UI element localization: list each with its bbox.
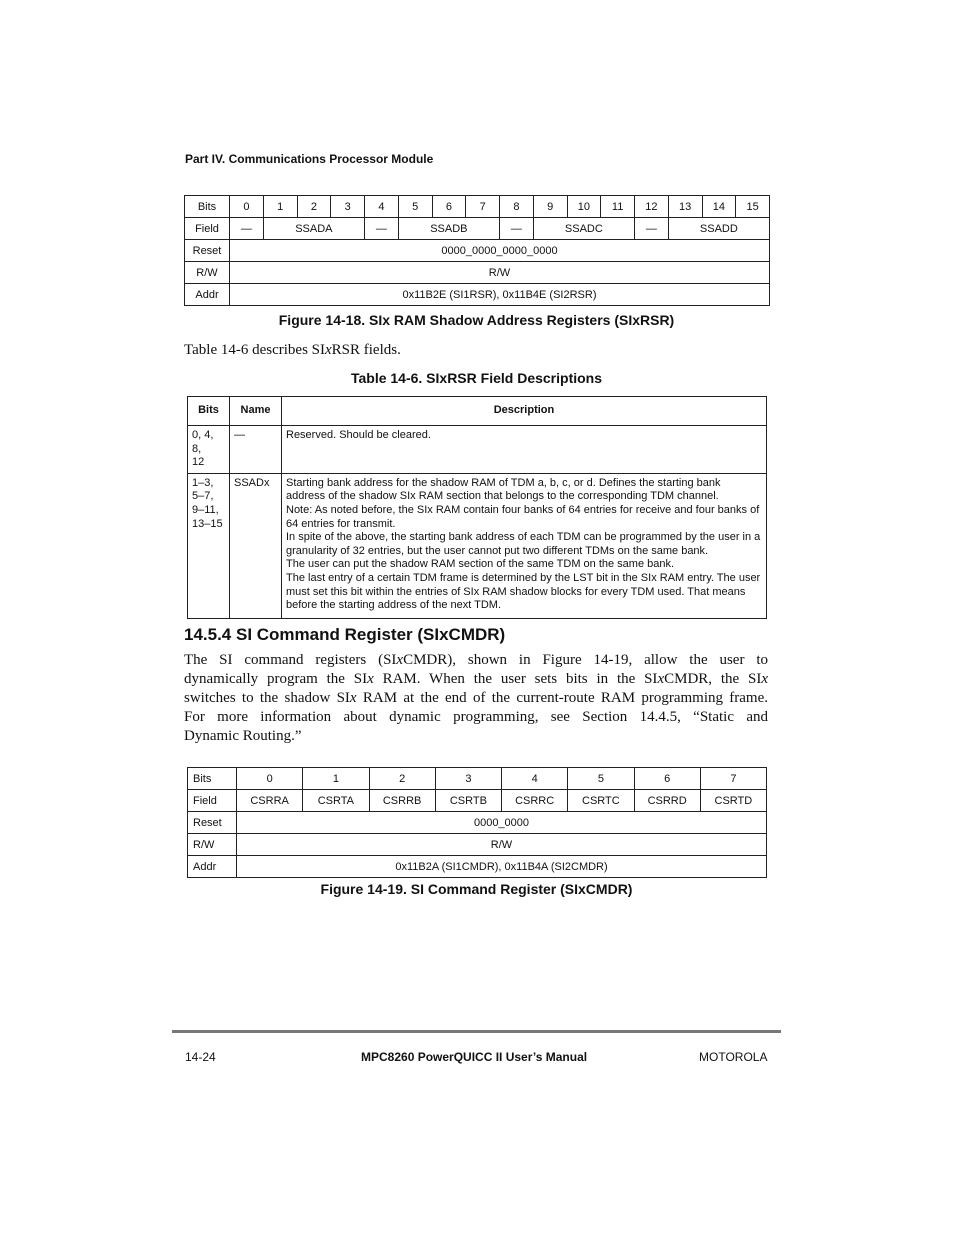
bit-cell: 5 [568,768,634,790]
text-run: RAM at the end of the current-route RAM programming frame. [356,689,768,706]
column-header: Name [230,397,282,426]
bits-cell: 0, 4, 8, 12 [188,426,230,474]
reset-value: 0000_0000 [237,812,767,834]
field-cell: — [365,218,399,240]
addr-row [188,856,767,878]
bit-cell: 1 [303,768,369,790]
bits-label: Bits [185,196,230,218]
reset-label: Reset [188,812,237,834]
reset-row [188,812,767,834]
column-header: Description [282,397,767,426]
italic-run: x [657,670,665,687]
field-cell: CSRRA [237,790,303,812]
running-header: Part IV. Communications Processor Module [185,152,434,166]
bit-cell: 6 [432,196,466,218]
field-row [185,218,770,240]
description-cell: Reserved. Should be cleared. [282,426,767,474]
figure-caption: Figure 14-19. SI Command Register (SIxCMDR) [320,881,633,897]
field-description-table [187,396,767,619]
addr-label: Addr [188,856,237,878]
reset-label: Reset [185,240,230,262]
bit-cell: 4 [365,196,399,218]
table-header-row [188,397,767,426]
addr-value: 0x11B2E (SI1RSR), 0x11B4E (SI2RSR) [230,284,770,306]
text-run: dynamically program the SI [184,670,368,687]
bit-cell: 11 [601,196,635,218]
rw-value: R/W [237,834,767,856]
intro-text: RSR fields. [331,342,401,358]
paragraph-line: For more information about dynamic programming, see Section 14.4.5, “Static and [184,708,768,725]
bit-cell: 1 [263,196,297,218]
paragraph-line [184,670,768,689]
page-number: 14-24 [185,1050,216,1064]
sixrsr-register-diagram [184,195,770,306]
field-cell: CSRTA [303,790,369,812]
field-cell: — [230,218,264,240]
body-paragraph [184,651,768,746]
manual-title: MPC8260 PowerQUICC II User’s Manual [361,1050,588,1064]
bit-cell: 7 [466,196,500,218]
field-cell: SSADD [668,218,769,240]
addr-value: 0x11B2A (SI1CMDR), 0x11B4A (SI2CMDR) [237,856,767,878]
field-cell: CSRRC [502,790,568,812]
description-cell: Starting bank address for the shadow RAM of TDM a, b, c, or d. Defines the starting bank address of the shadow SIx RAM section that belongs to the corresponding TDM channel. Note: As noted before, the SIx RAM contain four banks of 64 entries for receive and four banks of 64 entries for transmit. In spite of the above, the starting bank address of each TDM can be programmed by the user in a granularity of 32 entries, but the user cannot put two different TDMs on the same bank. The user can put the shadow RAM section of the same TDM on the same bank. The last entry of a certain TDM frame is determined by the LST bit in the SIx RAM entry. The user must set this bit within the entries of SIx RAM shadow blocks for every TDM used. That means before the starting address of the next TDM. [282,473,767,618]
field-cell: SSADA [263,218,364,240]
bit-cell: 10 [567,196,601,218]
field-row [188,790,767,812]
reset-value: 0000_0000_0000_0000 [230,240,770,262]
bit-cell: 3 [331,196,365,218]
field-label: Field [185,218,230,240]
bits-row [185,196,770,218]
addr-row [185,284,770,306]
bits-label: Bits [188,768,237,790]
text-run: RAM. When the user sets bits in the SI [373,670,658,687]
name-cell: — [230,426,282,474]
footer-rule [172,1030,781,1033]
rw-label: R/W [185,262,230,284]
company-name: MOTOROLA [699,1050,768,1064]
field-cell: CSRRB [369,790,435,812]
bit-cell: 0 [230,196,264,218]
figure-caption: Figure 14-18. SIx RAM Shadow Address Registers (SIxRSR) [278,312,675,328]
paragraph-line [184,651,768,670]
rw-row [185,262,770,284]
field-cell: CSRTC [568,790,634,812]
text-run: CMDR, the SI [664,670,762,687]
bit-cell: 13 [668,196,702,218]
sixcmdr-register-diagram [187,767,767,878]
bit-cell: 2 [369,768,435,790]
bits-row [188,768,767,790]
column-header: Bits [188,397,230,426]
field-cell: — [500,218,534,240]
paragraph-line: Dynamic Routing.” [184,727,302,744]
field-cell: SSADB [398,218,499,240]
rw-label: R/W [188,834,237,856]
intro-sentence [184,342,401,359]
table-row [188,426,767,474]
paragraph-line [184,689,768,708]
field-cell: CSRTB [435,790,501,812]
bit-cell: 6 [634,768,700,790]
intro-italic: x [325,342,332,358]
italic-run: x [396,652,404,668]
reset-row [185,240,770,262]
italic-run: x [349,689,357,706]
italic-run: x [367,670,374,687]
table-caption: Table 14-6. SIxRSR Field Descriptions [350,370,603,386]
italic-run: x [761,670,769,687]
bit-cell: 3 [435,768,501,790]
bit-cell: 14 [702,196,736,218]
bit-cell: 9 [533,196,567,218]
rw-row [188,834,767,856]
text-run: CMDR), shown in Figure 14-19, allow the user to [403,652,768,668]
field-cell: SSADC [533,218,634,240]
field-cell: CSRRD [634,790,700,812]
bit-cell: 7 [700,768,766,790]
bit-cell: 5 [398,196,432,218]
bit-cell: 8 [500,196,534,218]
field-cell: — [635,218,669,240]
bits-cell: 1–3, 5–7, 9–11, 13–15 [188,473,230,618]
bit-cell: 15 [736,196,770,218]
field-cell: CSRTD [700,790,766,812]
name-cell: SSADx [230,473,282,618]
bit-cell: 0 [237,768,303,790]
bit-cell: 4 [502,768,568,790]
bit-cell: 12 [635,196,669,218]
bit-cell: 2 [297,196,331,218]
rw-value: R/W [230,262,770,284]
text-run: switches to the shadow SI [184,689,350,706]
table-row [188,473,767,618]
addr-label: Addr [185,284,230,306]
field-label: Field [188,790,237,812]
text-run: The SI command registers (SI [184,652,397,668]
section-heading: 14.5.4 SI Command Register (SIxCMDR) [184,625,506,644]
intro-text: Table 14-6 describes SI [184,342,325,358]
